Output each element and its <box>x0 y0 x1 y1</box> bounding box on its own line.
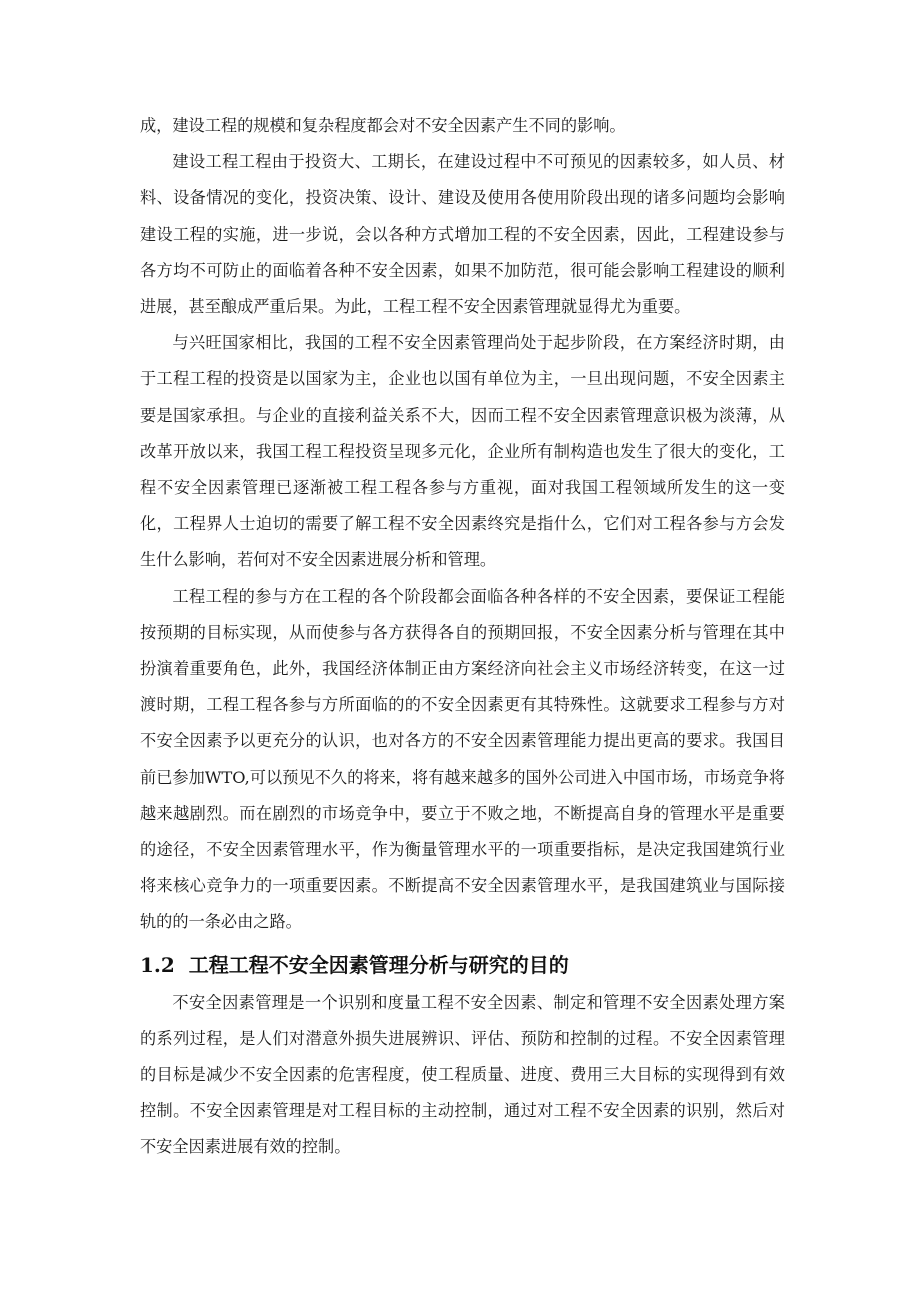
section-heading <box>140 945 785 985</box>
paragraph-5: 不安全因素管理是一个识别和度量工程不安全因素、制定和管理不安全因素处理方案的系列过程，是人们对潜意外损失进展辨识、评估、预防和控制的过程。不安全因素管理的目标是减少不安全因素的危害程度，使工程质量、进度、费用三大目标的实现得到有效控制。不安全因素管理是对工程目标的主动控制，通过对工程不安全因素的识别，然后对不安全因素进展有效的控制。 <box>140 992 785 1157</box>
document-body <box>140 108 785 1166</box>
paragraph-3: 与兴旺国家相比，我国的工程不安全因素管理尚处于起步阶段，在方案经济时期，由于工程工程的投资是以国家为主，企业也以国有单位为主，一旦出现问题，不安全因素主要是国家承担。与企业的直接利益关系不大，因而工程不安全因素管理意识极为淡薄，从改革开放以来，我国工程工程投资呈现多元化，企业所有制构造也发生了很大的变化，工程不安全因素管理已逐渐被工程工程各参与方重视，面对我国工程领域所发生的这一变化，工程界人士迫切的需要了解工程不安全因素终究是指什么，它们对工程各参与方会发生什么影响，若何对不安全因素进展分析和管理。 <box>140 333 785 570</box>
section-number: 1.2 <box>140 952 175 977</box>
paragraph-4: 工程工程的参与方在工程的各个阶段都会面临各种各样的不安全因素，要保证工程能按预期的目标实现，从而使参与各方获得各自的预期回报，不安全因素分析与管理在其中扮演着重要角色，此外，我国经济体制正由方案经济向社会主义市场经济转变，在这一过渡时期，工程工程各参与方所面临的的不安全因素更有其特殊性。这就要求工程参与方对不安全因素予以更充分的认识，也对各方的不安全因素管理能力提出更高的要求。我国目前已参加WTO,可以预见不久的将来，将有越来越多的国外公司进入中国市场，市场竞争将越来越剧烈。而在剧烈的市场竞争中，要立于不败之地，不断提高自身的管理水平是重要的途径，不安全因素管理水平，作为衡量管理水平的一项重要指标，是决定我国建筑行业将来核心竞争力的一项重要因素。不断提高不安全因素管理水平，是我国建筑业与国际接轨的的一条必由之路。 <box>140 586 785 932</box>
paragraph-2: 建设工程工程由于投资大、工期长，在建设过程中不可预见的因素较多，如人员、材料、设备情况的变化，投资决策、设计、建设及使用各使用阶段出现的诸多问题均会影响建设工程的实施，进一步说，会以各种方式增加工程的不安全因素，因此，工程建设参与各方均不可防止的面临着各种不安全因素，如果不加防范，很可能会影响工程建设的顺利进展，甚至酿成严重后果。为此，工程工程不安全因素管理就显得尤为重要。 <box>140 152 785 317</box>
section-title: 工程工程不安全因素管理分析与研究的目的 <box>188 952 569 977</box>
paragraph-1: 成，建设工程的规模和复杂程度都会对不安全因素产生不同的影响。 <box>140 116 626 135</box>
